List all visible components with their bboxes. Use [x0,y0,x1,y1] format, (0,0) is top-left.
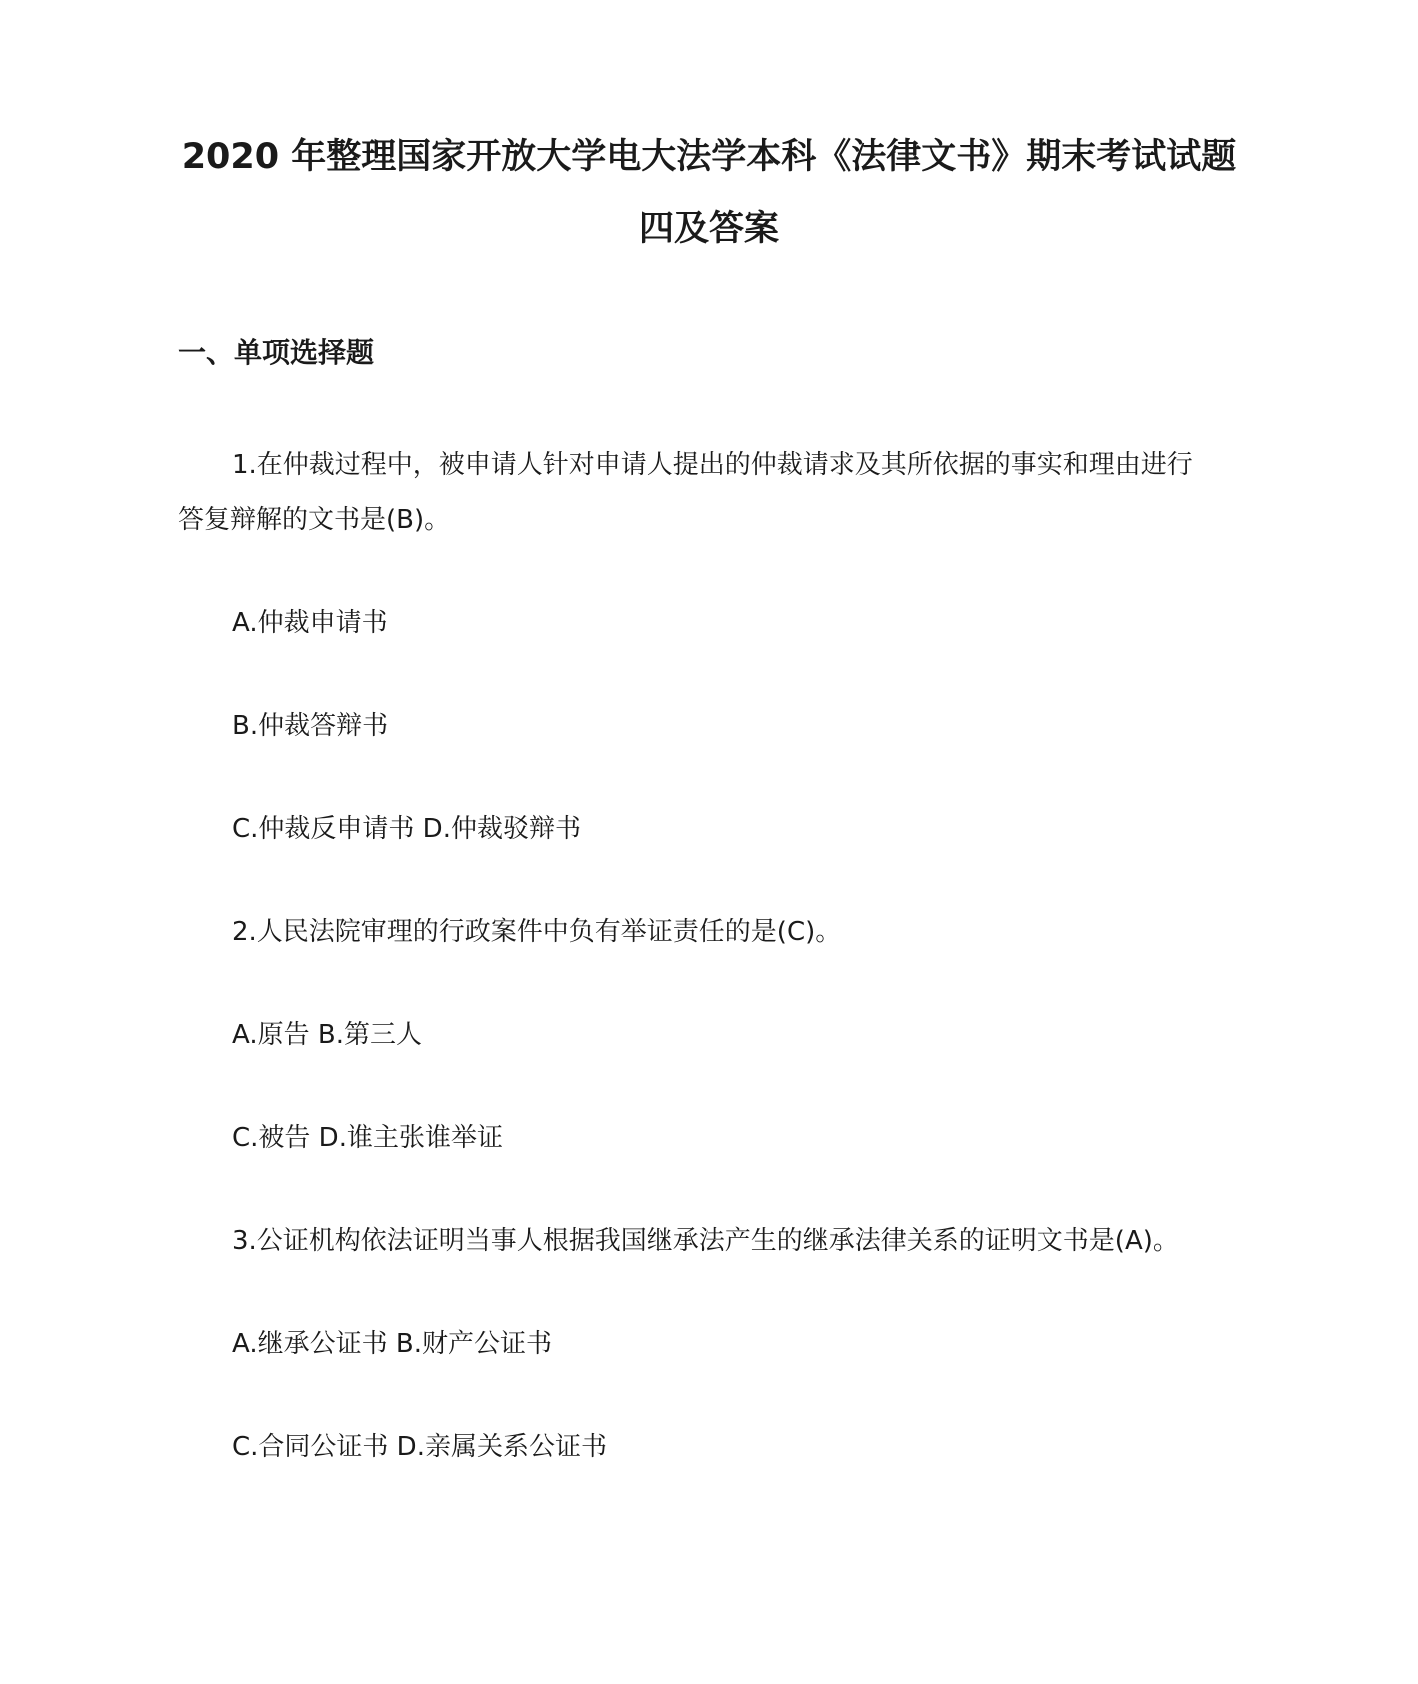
title-line-2: 四及答案 [638,209,779,249]
document-title [160,121,1258,265]
question-1-option-a: A.仲裁申请书 [232,608,388,638]
section-heading: 一、单项选择题 [178,336,375,369]
question-3-options-c-d: C.合同公证书 D.亲属关系公证书 [232,1432,607,1462]
question-1-line-1: 1.在仲裁过程中，被申请人针对申请人提出的仲裁请求及其所依据的事实和理由进行 [232,450,1193,480]
question-2-options-c-d: C.被告 D.谁主张谁举证 [232,1123,503,1153]
question-1-line-2: 答复辩解的文书是(B)。 [178,505,451,535]
question-2-options-a-b: A.原告 B.第三人 [232,1020,422,1050]
question-3-text: 3.公证机构依法证明当事人根据我国继承法产生的继承法律关系的证明文书是(A)。 [232,1226,1179,1256]
question-1-options-c-d: C.仲裁反申请书 D.仲裁驳辩书 [232,814,581,844]
question-2-text: 2.人民法院审理的行政案件中负有举证责任的是(C)。 [232,917,842,947]
question-3-options-a-b: A.继承公证书 B.财产公证书 [232,1329,552,1359]
title-line-1: 2020 年整理国家开放大学电大法学本科《法律文书》期末考试试题 [181,137,1237,177]
question-1-option-b: B.仲裁答辩书 [232,711,389,741]
